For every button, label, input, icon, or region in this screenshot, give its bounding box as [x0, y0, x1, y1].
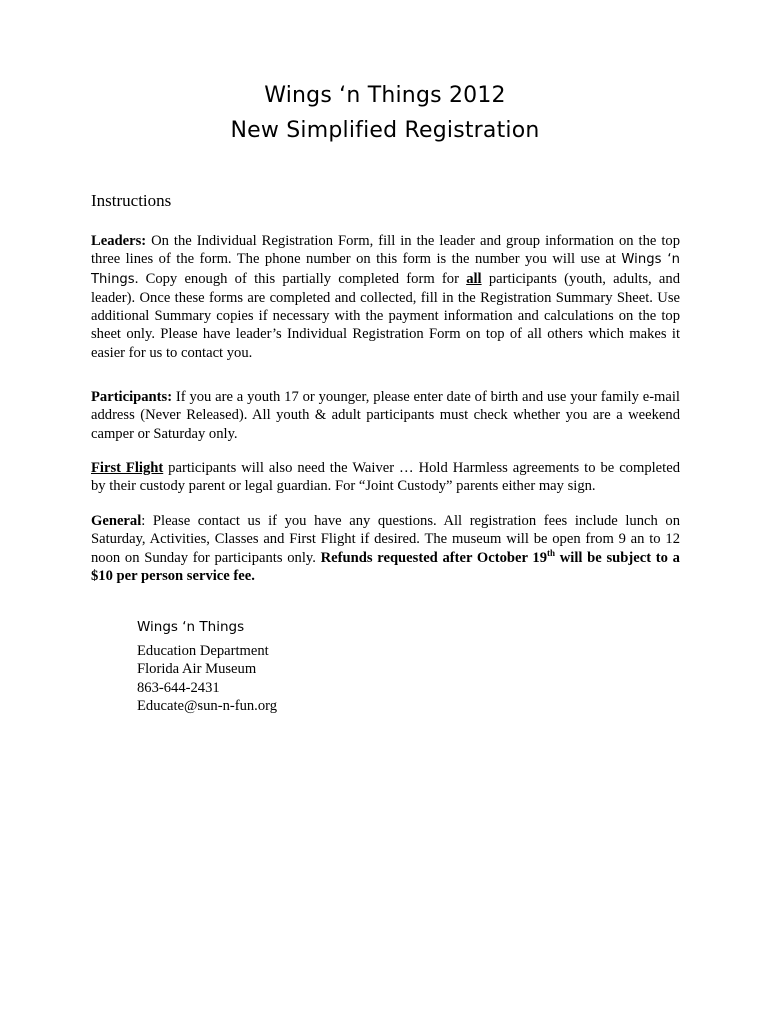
contact-department: Education Department	[137, 642, 269, 659]
participants-label: Participants:	[91, 389, 173, 405]
contact-museum: Florida Air Museum	[137, 661, 257, 677]
contact-org: Wings ‘n Things	[137, 619, 245, 635]
leaders-text-1: On the Individual Registration Form, fill in the leader and group information on the top three lines of the form. The phone number on this form is the number you will use at	[91, 233, 680, 268]
refund-notice-2: will be subject to a $10 per person service fee.	[91, 549, 680, 584]
general-paragraph	[91, 512, 680, 585]
leaders-label: Leaders:	[91, 233, 147, 249]
page-title: Wings ‘n Things 2012	[264, 83, 506, 108]
leaders-text-3: participants (youth, adults, and leader). Once these forms are completed and collected, fill in the Registration Summary Sheet. Use additional Summary copies if necessary with the payment information and calculations on the top sheet only. Please have leader’s Individual Registration Form on top of all others which makes it easier for us to contact you.	[91, 270, 680, 361]
page-subtitle: New Simplified Registration	[230, 118, 540, 143]
leaders-emphasis: all	[466, 270, 482, 287]
contact-email: Educate@sun-n-fun.org	[137, 698, 278, 714]
first-flight-text: participants will also need the Waiver … Hold Harmless agreements to be completed by their custody parent or legal guardian. For “Joint Custody” parents either may sign.	[91, 460, 680, 495]
leaders-brand: Wings ‘n Things	[91, 252, 680, 287]
first-flight-paragraph	[91, 459, 680, 496]
refund-notice-sup: th	[547, 547, 556, 558]
instructions-heading: Instructions	[91, 191, 172, 210]
participants-text: If you are a youth 17 or younger, please enter date of birth and use your family e-mail address (Never Released). All youth & adult participants must check whether you are a weekend camper or Saturday only.	[91, 389, 680, 442]
leaders-text-2: . Copy enough of this partially completed form for	[134, 270, 467, 287]
general-label: General	[91, 513, 142, 529]
first-flight-label: First Flight	[91, 460, 164, 476]
refund-notice-1: Refunds requested after October 19	[320, 549, 548, 566]
leaders-paragraph	[91, 232, 680, 362]
participants-paragraph	[91, 388, 680, 443]
contact-phone: 863-644-2431	[137, 679, 220, 696]
general-text-1: : Please contact us if you have any questions. All registration fees include lunch on Saturday, Activities, Classes and First Flight if desired. The museum will be open from 9 an to 12 noon on Sunday for participants only.	[91, 513, 680, 566]
contact-block	[137, 618, 277, 716]
